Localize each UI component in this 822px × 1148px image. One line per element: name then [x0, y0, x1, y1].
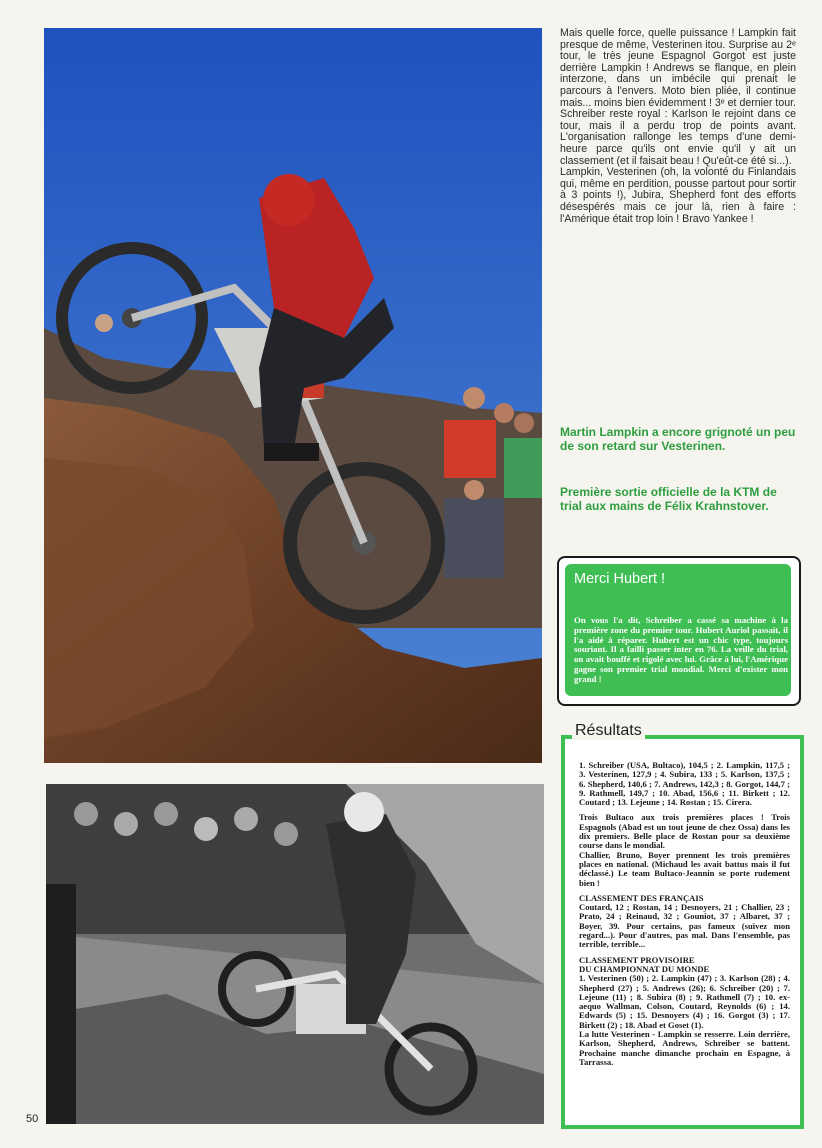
photo-caption-ktm: Première sortie officielle de la KTM de trial aux mains de Félix Krahnstover.: [560, 485, 777, 513]
results-comment-1: Trois Bultaco aux trois premières places ! Trois Espagnols (Abad est un tout jeune de chez Ossa) dans les dix premiers. Belle place de Rostan pour sa deuxième course dans le mondial.: [579, 812, 790, 851]
results-francais: [579, 894, 790, 950]
article-text: [560, 28, 796, 225]
results-body: [579, 761, 790, 1073]
francais-heading: CLASSEMENT DES FRANÇAIS: [579, 892, 704, 903]
results-closing: La lutte Vesterinen - Lampkin se resserre. Loin derrière, Karlson, Shepherd, Andrews, Schreiber se battent. Prochaine manche dimanche prochain en Espagne, à Tarrassa.: [579, 1029, 790, 1067]
photo-caption-lampkin: Martin Lampkin a encore grignoté un peu de son retard sur Vesterinen.: [560, 425, 796, 453]
provisoire-heading-2: DU CHAMPIONNAT DU MONDE: [579, 963, 710, 974]
merci-hubert-panel: [565, 564, 791, 696]
photo-trial-rider-color: [44, 28, 542, 763]
results-comment-2: Challier, Bruno, Boyer prennent les trois premières places en national. (Michaud les avait battus mais il fut déclassé.) Le team Bultaco-Jeannin se porte rudement bien !: [579, 849, 790, 888]
results-comment: [579, 813, 790, 887]
francais-text: Coutard, 12 ; Rostan, 14 ; Desnoyers, 21 ; Challier, 23 ; Prato, 24 ; Reinaud, 32 ; Gouniot, 37 ; Albaret, 37 ; Boyer, 39. Pour certains, pas fameux (suivez mon regard...). Pour d'autres, pas mal. Dans l'ensemble, pas terrible, terrible...: [579, 902, 790, 950]
merci-hubert-body: On vous l'a dit, Schreiber a cassé sa machine à la première zone du premier tour. Hubert Auriol passait, il l'a aidé à réparer. Hubert est un chic type, toujours souriant. Il a failli passer inter en 76. La veille du trial, on avait bouffé et rigolé avec lui. Grâce à lui, l'Amérique gagne son premier trial mondial. Merci d'exister mon grand !: [574, 615, 788, 684]
provisoire-text: 1. Vesterinen (50) ; 2. Lampkin (47) ; 3. Karlson (28) ; 4. Shepherd (27) ; 5. Andrews (26); 6. Schreiber (20) ; 7. Lejeune (11) ; 8. Subira (8) ; 9. Rathmell (7) ; 10. ex-aequo Wallman, Colson, Coutard, Reynolds (6) ; 14. Edwards (5) ; 15. Desnoyers (4) ; 16. Gorgot (3) ; 17. Birkett (2) ; 18. Abad et Goset (1).: [579, 973, 790, 1030]
article-paragraph: Lampkin, Vesterinen (oh, la volonté du Finlandais qui, même en perdition, pousse partout pour sortir à 3 points !), Jubira, Shepherd font des efforts désespérés mais ce jour là, rien à faire : l'Amérique était trop loin ! Bravo Yankee !: [560, 166, 796, 225]
results-ranking: 1. Schreiber (USA, Bultaco), 104,5 ; 2. Lampkin, 117,5 ; 3. Vesterinen, 127,9 ; 4. Subira, 133 ; 5. Karlson, 137,5 ; 6. Shepherd, 140,6 ; 7. Andrews, 142,3 ; 8. Gorgot, 144,7 ; 9. Rathmell, 149,7 ; 10. Abad, 156,6 ; 11. Birkett ; 12. Coutard ; 13. Lejeune ; 14. Rostan ; 15. Cirera.: [579, 760, 790, 808]
merci-hubert-title: Merci Hubert !: [574, 571, 666, 587]
results-title: Résultats: [572, 722, 645, 740]
photo-trial-rider-bw: [46, 784, 544, 1124]
merci-hubert-box: [557, 556, 801, 706]
article-paragraph: Mais quelle force, quelle puissance ! Lampkin fait presque de même, Vesterinen itou. Surprise au 2ᵉ tour, le très jeune Espagnol Gorgot est juste derrière Lampkin ! Andrews se flanque, en plein interzone, dans un imbécile qui prenait le parcours à l'envers. Moto bien pliée, il continue mais... moins bien évidemment ! 3ᵉ et dernier tour. Schreiber reste royal : Karlson le rejoint dans ce tour, mais il a perdu trop de points avant. L'organisation rallonge les temps d'une demi-heure parce qu'ils ont envie qu'il y ait un classement (et il faisait beau ! Qu'eût-ce été si...).: [560, 27, 796, 167]
provisoire-heading-1: CLASSEMENT PROVISOIRE: [579, 954, 695, 965]
page-number: 50: [26, 1113, 39, 1125]
results-provisoire: [579, 956, 790, 1068]
results-box: [561, 735, 804, 1129]
